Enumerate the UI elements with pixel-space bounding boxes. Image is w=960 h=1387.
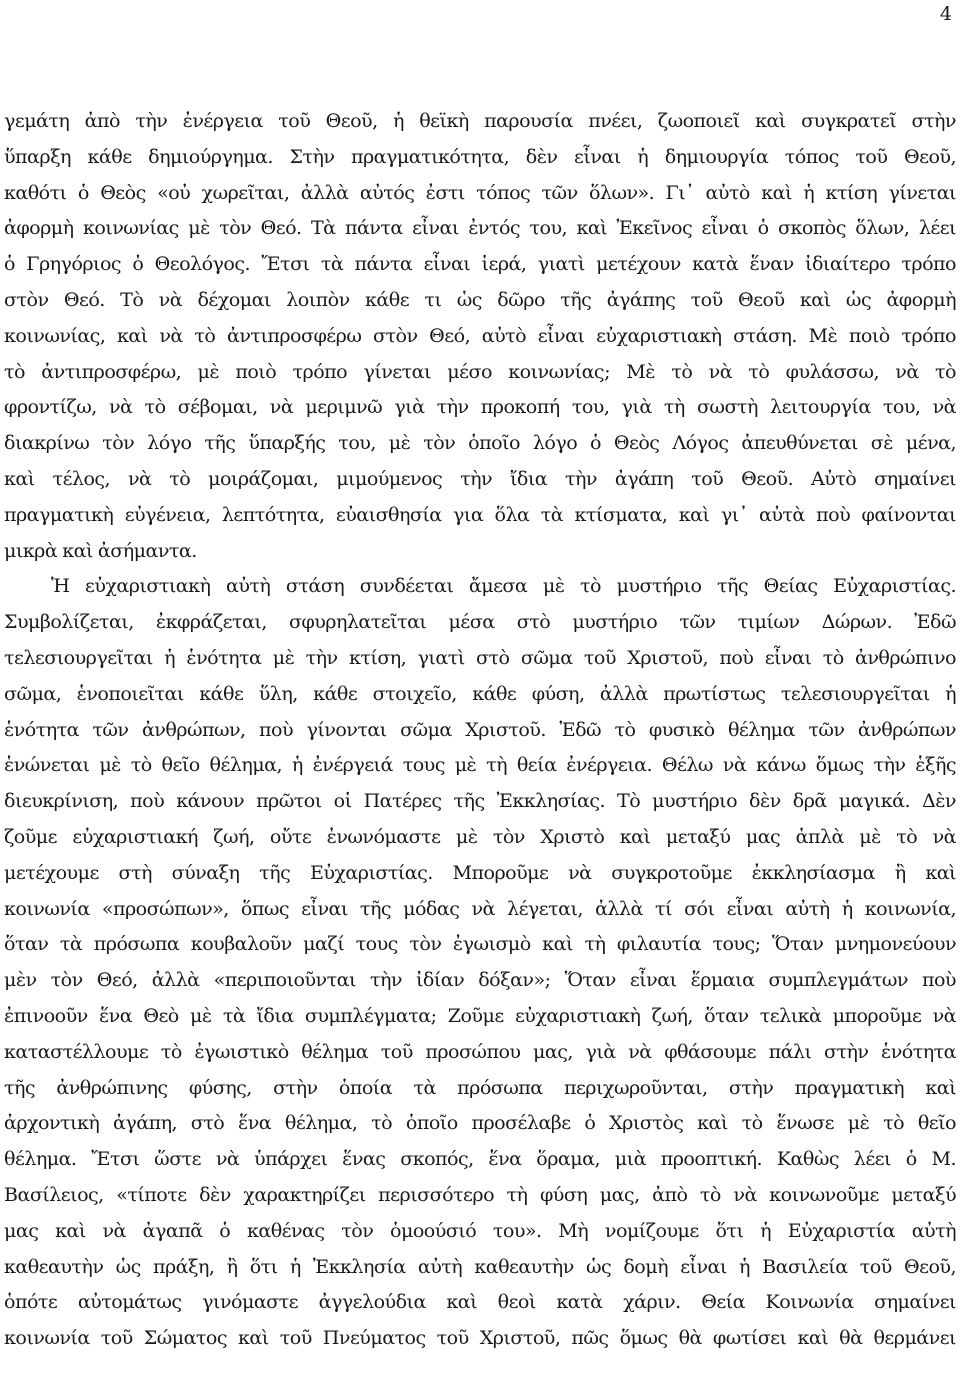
text-line: στὸν Θεό. Τὸ νὰ δέχομαι λοιπὸν κάθε τι ὡς δῶρο τῆς ἀγάπης τοῦ Θεοῦ καὶ ὡς ἀφορμὴ xyxy=(4,287,956,311)
text-line: κοινωνία «προσώπων», ὅπως εἶναι τῆς μόδας νὰ λέγεται, ἀλλὰ τί σόι εἶναι αὐτὴ ἡ κοινωνία, xyxy=(4,896,956,920)
text-line: γεμάτη ἀπὸ τὴν ἐνέργεια τοῦ Θεοῦ, ἡ θεϊκὴ παρουσία πνέει, ζωοποιεῖ καὶ συγκρατεῖ στὴν xyxy=(4,109,956,132)
text-line: ὁ Γρηγόριος ὁ Θεολόγος. Ἔτσι τὰ πάντα εἶναι ἱερά, γιατὶ μετέχουν κατὰ ἕναν ἰδιαίτερο τρόπο xyxy=(4,252,956,276)
text-line: Βασίλειος, «τίποτε δὲν χαρακτηρίζει περισσότερο τὴ φύση μας, ἀπὸ τὸ νὰ κοινωνοῦμε μεταξύ xyxy=(4,1182,956,1206)
text-line: καὶ τέλος, νὰ τὸ μοιράζομαι, μιμούμενος τὴν ἴδια τὴν ἀγάπη τοῦ Θεοῦ. Αὐτὸ σημαίνει xyxy=(4,466,956,490)
paragraph xyxy=(4,568,956,1356)
text-line: τὸ ἀντιπροσφέρω, μὲ ποιὸ τρόπο γίνεται μέσο κοινωνίας; Μὲ τὸ νὰ τὸ φυλάσσω, νὰ τὸ xyxy=(4,359,956,383)
text-line: τῆς ἀνθρώπινης φύσης, στὴν ὁποία τὰ πρόσωπα περιχωροῦνται, στὴν πραγματικὴ καὶ xyxy=(4,1075,956,1099)
text-line: θέλημα. Ἔτσι ὥστε νὰ ὑπάρχει ἕνας σκοπός, ἕνα ὅραμα, μιὰ προοπτική. Καθὼς λέει ὁ Μ. xyxy=(4,1147,956,1171)
text-line: ἐπινοοῦν ἕνα Θεὸ μὲ τὰ ἴδια συμπλέγματα; Ζοῦμε εὐχαριστιακὴ ζωή, ὅταν τελικὰ μποροῦμε νὰ xyxy=(4,1003,956,1027)
text-line: καταστέλλουμε τὸ ἐγωιστικὸ θέλημα τοῦ προσώπου μας, γιὰ νὰ φθάσουμε πάλι στὴν ἑνότητα xyxy=(4,1039,956,1063)
text-line: κοινωνίας, καὶ νὰ τὸ ἀντιπροσφέρω στὸν Θεό, αὐτὸ εἶναι εὐχαριστιακὴ στάση. Μὲ ποιὸ τρόπο xyxy=(4,323,956,347)
text-line: ἑνώνεται μὲ τὸ θεῖο θέλημα, ἡ ἐνέργειά τους μὲ τὴ θεία ἐνέργεια. Θέλω νὰ κάνω ὅμως τὴν ἑξῆς xyxy=(4,753,956,777)
text-line: ὁπότε αὐτομάτως γινόμαστε ἀγγελούδια καὶ θεοὶ κατὰ χάριν. Θεία Κοινωνία σημαίνει xyxy=(4,1290,956,1314)
text-line: ζοῦμε εὐχαριστιακή ζωή, οὔτε ἑνωνόμαστε μὲ τὸν Χριστὸ καὶ μεταξύ μας ἁπλὰ μὲ τὸ νὰ xyxy=(4,824,956,848)
paragraph xyxy=(4,103,956,568)
text-line: ὕπαρξη κάθε δημιούργημα. Στὴν πραγματικότητα, δὲν εἶναι ἡ δημιουργία τόπος τοῦ Θεοῦ, xyxy=(4,144,956,168)
text-line: ἀφορμὴ κοινωνίας μὲ τὸν Θεό. Τὰ πάντα εἶναι ἐντός του, καὶ Ἐκεῖνος εἶναι ὁ σκοπὸς ὅλων, λέει xyxy=(4,216,956,240)
text-line: Ἡ εὐχαριστιακὴ αὐτὴ στάση συνδέεται ἄμεσα μὲ τὸ μυστήριο τῆς Θείας Εὐχαριστίας. xyxy=(51,574,956,598)
text-line: διακρίνω τὸν λόγο τῆς ὕπαρξής του, μὲ τὸν ὁποῖο λόγο ὁ Θεὸς Λόγος ἀπευθύνεται σὲ μένα, xyxy=(4,431,956,455)
text-line: φροντίζω, νὰ τὸ σέβομαι, νὰ μεριμνῶ γιὰ τὴν προκοπή του, γιὰ τὴ σωστὴ λειτουργία του, νὰ xyxy=(4,395,956,419)
text-line: ὅταν τὰ πρόσωπα κουβαλοῦν μαζί τους τὸν ἐγωισμὸ καὶ τὴ φιλαυτία τους; Ὅταν μνημονεύουν xyxy=(4,932,956,956)
text-line: κοινωνία τοῦ Σώματος καὶ τοῦ Πνεύματος τοῦ Χριστοῦ, πῶς ὅμως θὰ φωτίσει καὶ θὰ θερμάνει xyxy=(4,1326,956,1350)
text-line: μετέχουμε στὴ σύναξη τῆς Εὐχαριστίας. Μποροῦμε νὰ συγκροτοῦμε ἐκκλησίασμα ἢ καὶ xyxy=(4,860,956,884)
text-line: μικρὰ καὶ ἀσήμαντα. xyxy=(4,538,197,562)
body-text xyxy=(4,103,956,1356)
text-line: Συμβολίζεται, ἐκφράζεται, σφυρηλατεῖται μέσα στὸ μυστήριο τῶν τιμίων Δώρων. Ἐδῶ xyxy=(4,610,956,634)
text-line: μας καὶ νὰ ἀγαπᾶ ὁ καθένας τὸν ὁμοούσιό του». Μὴ νομίζουμε ὅτι ἡ Εὐχαριστία αὐτὴ xyxy=(4,1218,956,1242)
text-line: καθεαυτὴν ὡς πράξη, ἢ ὅτι ἡ Ἐκκλησία αὐτὴ καθεαυτὴν ὡς δομὴ εἶναι ἡ Βασιλεία τοῦ Θεοῦ, xyxy=(4,1254,956,1278)
text-line: τελεσιουργεῖται ἡ ἑνότητα μὲ τὴν κτίση, γιατὶ στὸ σῶμα τοῦ Χριστοῦ, ποὺ εἶναι τὸ ἀνθρώπινο xyxy=(4,645,956,669)
text-line: καθότι ὁ Θεὸς «οὐ χωρεῖται, ἀλλὰ αὐτός ἐστι τόπος τῶν ὅλων». Γι᾿ αὐτὸ καὶ ἡ κτίση γίνεται xyxy=(4,180,956,204)
page-number: 4 xyxy=(939,3,952,25)
text-line: ἀρχοντικὴ ἀγάπη, στὸ ἕνα θέλημα, τὸ ὁποῖο προσέλαβε ὁ Χριστὸς καὶ τὸ ἕνωσε μὲ τὸ θεῖο xyxy=(4,1111,956,1135)
text-line: διευκρίνιση, ποὺ κάνουν πρῶτοι οἱ Πατέρες τῆς Ἐκκλησίας. Τὸ μυστήριο δὲν δρᾶ μαγικά. Δὲν xyxy=(4,789,956,813)
text-line: μὲν τὸν Θεό, ἀλλὰ «περιποιοῦνται τὴν ἰδίαν δόξαν»; Ὅταν εἶναι ἕρμαια συμπλεγμάτων ποὺ xyxy=(4,968,956,992)
text-line: ἑνότητα τῶν ἀνθρώπων, ποὺ γίνονται σῶμα Χριστοῦ. Ἐδῶ τὸ φυσικὸ θέλημα τῶν ἀνθρώπων xyxy=(4,717,956,741)
text-line: πραγματικὴ εὐγένεια, λεπτότητα, εὐαισθησία για ὅλα τὰ κτίσματα, καὶ γι᾿ αὐτὰ ποὺ φαίνονται xyxy=(4,502,956,526)
text-line: σῶμα, ἑνοποιεῖται κάθε ὕλη, κάθε στοιχεῖο, κάθε φύση, ἀλλὰ πρωτίστως τελεσιουργεῖται ἡ xyxy=(4,681,956,705)
